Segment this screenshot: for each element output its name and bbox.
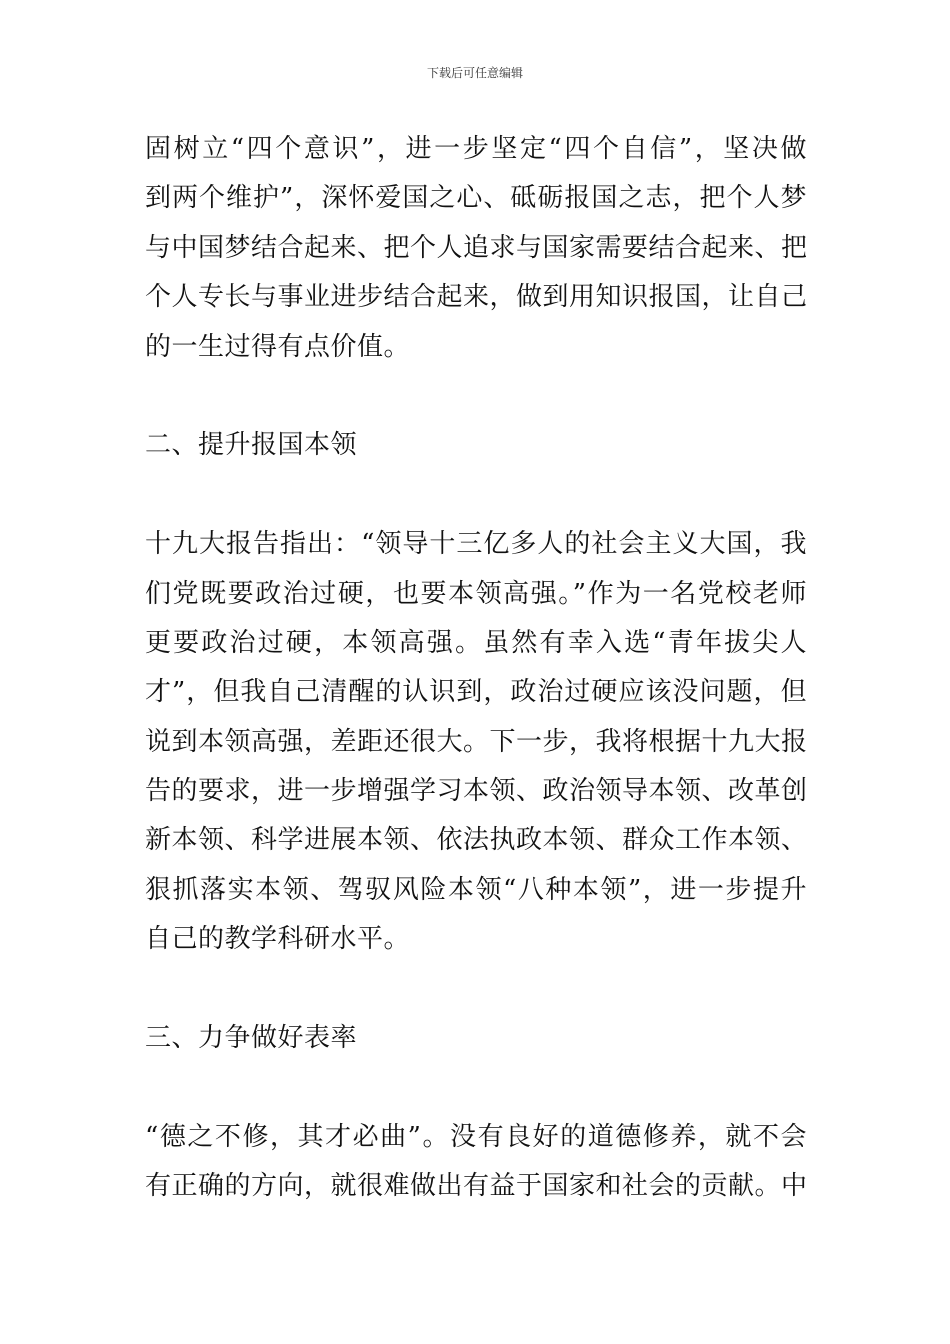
text-line: 的一生过得有点价值。 (145, 331, 411, 362)
text-line: 告的要求，进一步增强学习本领、政治领导本领、改革创 (145, 776, 808, 807)
paragraph-2 (145, 520, 807, 965)
text-line: 新本领、科学进展本领、依法执政本领、群众工作本领、 (145, 825, 808, 856)
text-line: 十九大报告指出：“领导十三亿多人的社会主义大国，我 (145, 529, 807, 560)
paragraph-3 (145, 1113, 807, 1212)
text-line: 狠抓落实本领、驾驭风险本领“八种本领”，进一步提升 (145, 874, 807, 905)
paragraph-gap (145, 965, 807, 1014)
section-heading-3: 三、力争做好表率 (145, 1023, 358, 1054)
text-line: 到两个维护”，深怀爱国之心、砥砺报国之志，把个人梦 (145, 183, 807, 214)
text-line: 才”，但我自己清醒的认识到，政治过硬应该没问题，但 (145, 677, 807, 708)
page-header: 下载后可任意编辑 (426, 66, 523, 80)
text-line: 们党既要政治过硬，也要本领高强。”作为一名党校老师 (145, 578, 807, 609)
paragraph-gap (145, 1063, 807, 1112)
paragraph-gap (145, 372, 807, 421)
text-line: 自己的教学科研水平。 (145, 924, 411, 955)
text-line: 固树立“四个意识”，进一步坚定“四个自信”，坚决做 (145, 134, 807, 164)
paragraph-gap (145, 471, 807, 520)
text-line: 个人专长与事业进步结合起来，做到用知识报国，让自己 (145, 282, 808, 313)
document-body (145, 125, 807, 1212)
text-line: “德之不修，其才必曲”。没有良好的道德修养，就不会 (145, 1121, 807, 1152)
section-heading-2: 二、提升报国本领 (145, 430, 358, 461)
text-line: 有正确的方向，就很难做出有益于国家和社会的贡献。中 (145, 1171, 808, 1202)
text-line: 与中国梦结合起来、把个人追求与国家需要结合起来、把 (145, 232, 808, 263)
paragraph-1 (145, 125, 807, 372)
text-line: 更要政治过硬，本领高强。虽然有幸入选“青年拔尖人 (145, 627, 807, 658)
text-line: 说到本领高强，差距还很大。下一步，我将根据十九大报 (145, 726, 808, 757)
